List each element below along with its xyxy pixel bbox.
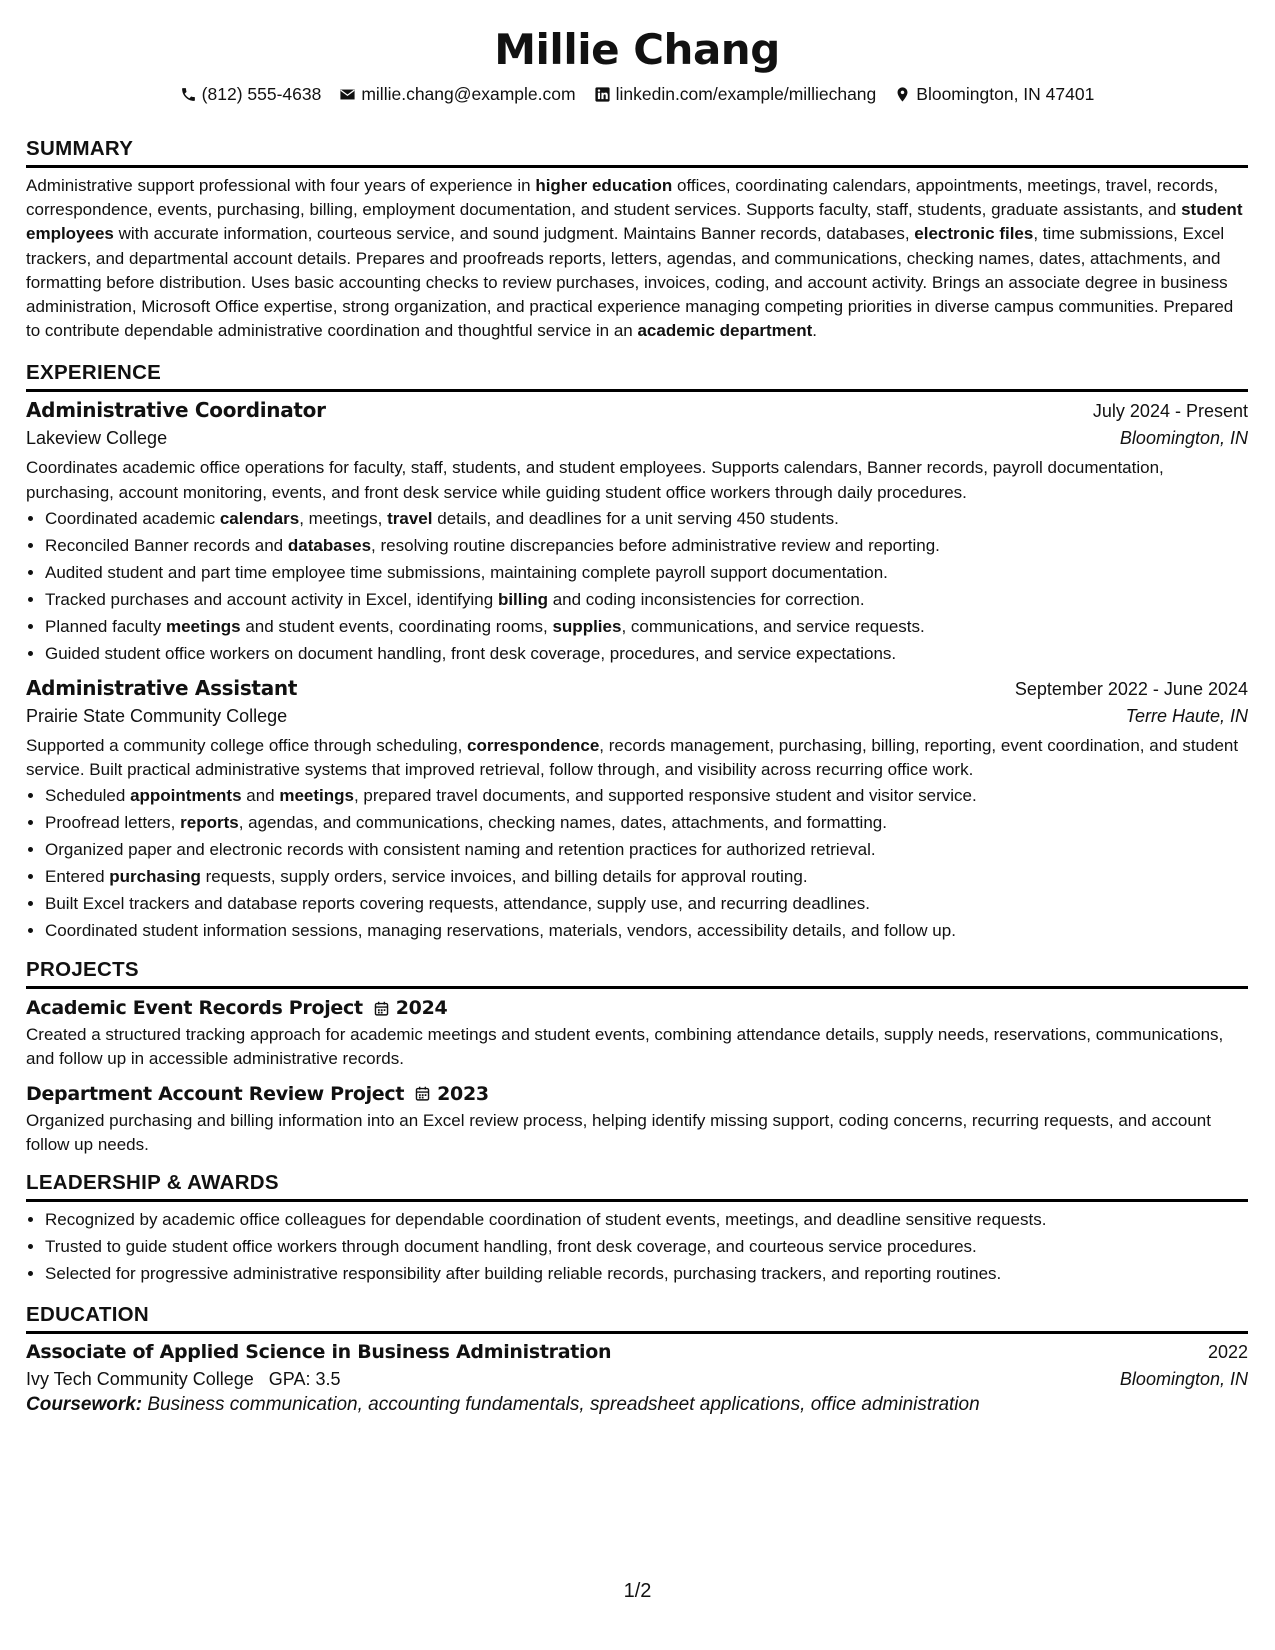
job-entry — [26, 676, 1248, 944]
job-location: Bloomington, IN — [1119, 428, 1248, 449]
map-pin-icon — [894, 86, 911, 103]
text-run: , agendas, and communications, checking names, dates, attachments, and formatting. — [238, 813, 887, 833]
bold-keyword: higher education — [535, 176, 673, 195]
page-number: 1/2 — [623, 1580, 652, 1602]
project-entry — [26, 1083, 1248, 1157]
list-item — [45, 809, 1248, 836]
bold-keyword: meetings — [165, 616, 241, 636]
school-line — [26, 1369, 340, 1390]
text-run: , communications, and service requests. — [621, 616, 925, 636]
bold-keyword: reports — [180, 813, 239, 833]
school-name: Ivy Tech Community College — [26, 1369, 254, 1390]
bold-keyword: correspondence — [467, 735, 600, 755]
job-header — [26, 398, 1248, 422]
projects-section — [26, 957, 1248, 1157]
summary-text — [26, 174, 1248, 343]
list-item — [45, 890, 1248, 917]
coursework-label: Coursework: — [26, 1394, 143, 1416]
bold-keyword: student employees — [26, 200, 1243, 244]
contact-email[interactable] — [339, 82, 575, 106]
summary-section — [26, 136, 1248, 343]
list-item: • Recognized by academic office colleagues for dependable coordination of student events, meetings, and deadline sensitive requests. — [45, 1206, 1248, 1233]
section-title-summary: SUMMARY — [26, 136, 1248, 168]
text-run: Tracked purchases and account activity in Excel, identifying — [45, 589, 498, 609]
education-section — [26, 1302, 1248, 1416]
text-run: with accurate information, courteous service, and sound judgment. Maintains Banner records, databases, — [113, 224, 915, 244]
list-item: • Selected for progressive administrative responsibility after building reliable records, purchasing trackers, and reporting routines. — [45, 1260, 1248, 1287]
linkedin-text: linkedin.com/example/milliechang — [615, 84, 877, 104]
text-run: Proofread letters, — [45, 813, 181, 833]
job-description — [26, 734, 1248, 782]
job-org: Lakeview College — [26, 428, 168, 449]
contact-phone[interactable] — [180, 82, 322, 106]
list-item — [45, 863, 1248, 890]
project-description: Created a structured tracking approach for academic meetings and student events, combining attendance details, supply needs, reservations, communications, and follow up in accessible administrative records. — [26, 1025, 1224, 1069]
text-run: , prepared travel documents, and supported responsive student and visitor service. — [353, 786, 977, 806]
text-run: . — [812, 321, 817, 341]
calendar-icon — [414, 1085, 431, 1102]
project-date — [414, 1083, 489, 1105]
project-year: 2023 — [437, 1082, 489, 1105]
project-header — [26, 997, 1248, 1019]
text-run: Coordinates academic office operations for faculty, staff, students, and student employees. Supports calendars, Banner records, payroll documentation, purchasing, account monitoring, events, and front desk service while guiding student office workers through daily procedures. — [26, 458, 1164, 502]
coursework-text: Business communication, accounting fundamentals, spreadsheet applications, office administration — [147, 1394, 980, 1416]
contact-linkedin[interactable] — [594, 82, 877, 106]
text-run: and — [241, 786, 280, 806]
job-dates: September 2022 - June 2024 — [1014, 678, 1248, 699]
list-item — [45, 505, 1248, 532]
job-title: Administrative Assistant — [26, 675, 298, 700]
contact-location — [894, 82, 1094, 106]
bold-keyword: databases — [287, 535, 372, 555]
text-run: Reconciled Banner records and — [45, 535, 288, 555]
email-text: millie.chang@example.com — [361, 84, 576, 104]
candidate-name: Millie Chang — [494, 25, 780, 74]
list-item — [45, 782, 1248, 809]
contact-bar — [26, 82, 1248, 106]
text-run: , meetings, — [299, 508, 388, 528]
project-year: 2024 — [395, 997, 448, 1020]
job-description — [26, 456, 1248, 504]
coursework — [26, 1394, 1248, 1416]
job-org: Prairie State Community College — [26, 705, 288, 726]
text-run: , records management, purchasing, billing, reporting, event coordination, and student service. Built practical administrative systems that improved retrieval, follow through, and visibility across recurring office work. — [26, 735, 1239, 780]
job-bullets — [26, 782, 1248, 944]
list-item — [45, 559, 1248, 586]
text-run: Built Excel trackers and database reports covering requests, attendance, supply use, and recurring deadlines. — [45, 894, 870, 914]
calendar-icon — [373, 1000, 390, 1017]
linkedin-icon — [594, 86, 611, 103]
project-title: Academic Event Records Project — [26, 997, 363, 1020]
degree-title: Associate of Applied Science in Business Administration — [26, 1341, 612, 1364]
text-run: Coordinated student information sessions, managing reservations, materials, vendors, accessibility details, and follow up. — [45, 921, 956, 941]
education-location: Bloomington, IN — [1119, 1369, 1248, 1390]
list-item — [45, 640, 1248, 667]
list-item — [45, 917, 1248, 944]
bold-keyword: meetings — [279, 786, 354, 806]
section-title-projects: PROJECTS — [26, 957, 1248, 989]
text-run: , time submissions, Excel trackers, and departmental account details. Prepares and proofreads reports, letters, agendas, and communications, checking names, dates, attachments, and formatting before distribution. Uses basic accounting checks to review purchases, invoices, coding, and account activity. Brings an associate degree in business administration, Microsoft Office expertise, strong organization, and practical experience managing competing priorities in diverse campus communities. Prepared to contribute dependable administrative coordination and thoughtful service in an — [26, 224, 1234, 341]
job-bullets — [26, 505, 1248, 667]
job-subheader — [26, 706, 1248, 727]
text-run: Organized paper and electronic records with consistent naming and retention practices for authorized retrieval. — [45, 840, 876, 860]
list-item — [45, 586, 1248, 613]
bold-keyword: calendars — [219, 508, 300, 528]
text-run: and student events, coordinating rooms, — [240, 616, 553, 636]
project-title: Department Account Review Project — [26, 1082, 405, 1105]
bold-keyword: appointments — [130, 786, 242, 806]
bold-keyword: travel — [387, 508, 433, 528]
list-item — [45, 836, 1248, 863]
education-subheader — [26, 1369, 1248, 1390]
text-run: offices, coordinating calendars, appointments, meetings, travel, records, correspondence, events, purchasing, billing, employment documentation, and student services. Supports faculty, staff, students, graduate assistants, and — [26, 176, 1219, 220]
job-header — [26, 676, 1248, 700]
project-entry — [26, 997, 1248, 1071]
text-run: Audited student and part time employee time submissions, maintaining complete payroll support documentation. — [45, 562, 888, 582]
project-description: Organized purchasing and billing information into an Excel review process, helping identify missing support, coding concerns, recurring requests, and account follow up needs. — [26, 1110, 1211, 1154]
education-year: 2022 — [1207, 1342, 1248, 1363]
text-run: , resolving routine discrepancies before administrative review and reporting. — [371, 535, 940, 555]
job-dates: July 2024 - Present — [1092, 401, 1248, 422]
bold-keyword: purchasing — [109, 867, 201, 887]
text-run: details, and deadlines for a unit serving 450 students. — [432, 508, 839, 528]
section-title-experience: EXPERIENCE — [26, 360, 1248, 392]
envelope-icon — [339, 86, 356, 103]
list-item — [45, 532, 1248, 559]
job-title: Administrative Coordinator — [26, 398, 326, 423]
bold-keyword: electronic files — [914, 224, 1034, 244]
education-header — [26, 1341, 1248, 1363]
text-run: Entered — [45, 867, 110, 887]
list-item: • Trusted to guide student office workers through document handling, front desk coverage, and courteous service procedures. — [45, 1233, 1248, 1260]
bold-keyword: billing — [497, 589, 548, 609]
project-header — [26, 1083, 1248, 1105]
text-run: Administrative support professional with four years of experience in — [26, 176, 536, 195]
text-run: Scheduled — [45, 786, 131, 806]
job-entry — [26, 398, 1248, 666]
text-run: Coordinated academic — [45, 508, 220, 528]
experience-section — [26, 360, 1248, 944]
section-title-leadership: LEADERSHIP & AWARDS — [26, 1170, 1248, 1202]
text-run: requests, supply orders, service invoices, and billing details for approval routing. — [200, 867, 808, 887]
gpa: GPA: 3.5 — [268, 1369, 341, 1390]
list-item — [45, 613, 1248, 640]
resume-page — [26, 0, 1248, 1416]
section-title-education: EDUCATION — [26, 1302, 1248, 1334]
job-location: Terre Haute, IN — [1125, 705, 1248, 726]
phone-text: (812) 555-4638 — [201, 84, 322, 104]
project-date — [373, 997, 448, 1019]
leadership-section — [26, 1170, 1248, 1287]
job-subheader — [26, 428, 1248, 449]
text-run: Guided student office workers on document handling, front desk coverage, procedures, and service expectations. — [45, 643, 897, 663]
text-run: Supported a community college office through scheduling, — [26, 735, 468, 755]
leadership-bullets — [26, 1206, 1248, 1287]
bold-keyword: academic department — [637, 321, 813, 341]
bold-keyword: supplies — [552, 616, 622, 636]
location-text: Bloomington, IN 47401 — [916, 84, 1095, 104]
text-run: and coding inconsistencies for correction. — [547, 589, 865, 609]
text-run: Planned faculty — [45, 616, 166, 636]
phone-icon — [180, 86, 197, 103]
